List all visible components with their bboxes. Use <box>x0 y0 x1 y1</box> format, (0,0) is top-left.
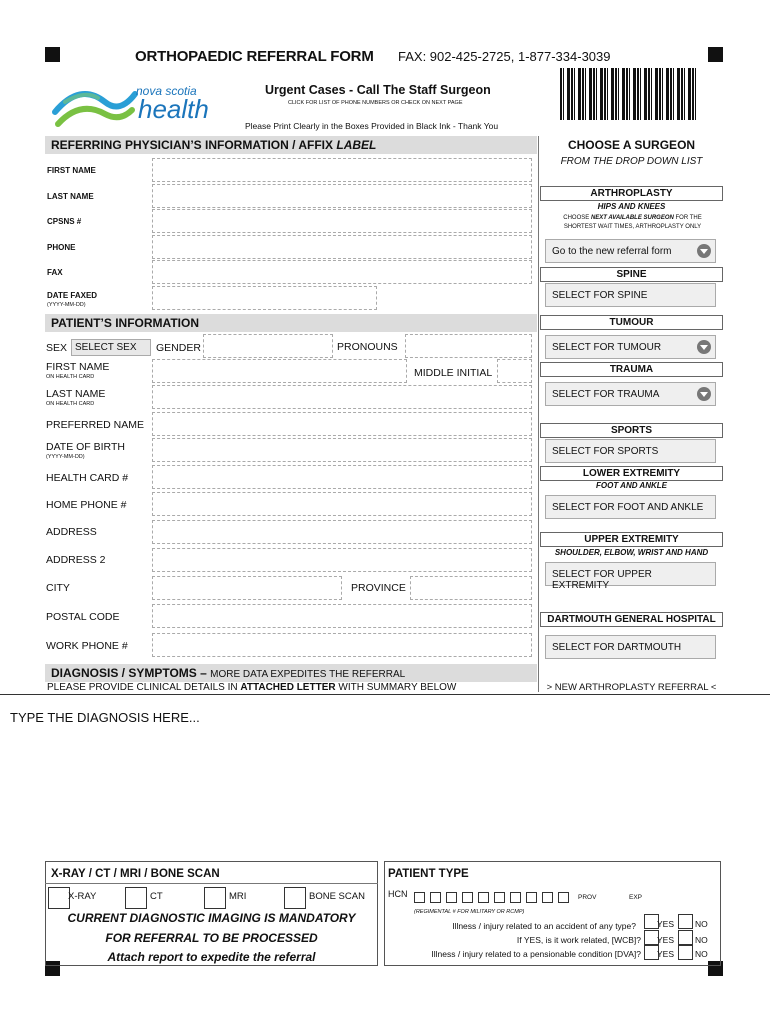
upper-extremity-select[interactable]: SELECT FOR UPPER EXTREMITY <box>545 562 716 586</box>
city-label: CITY <box>46 582 70 594</box>
divider <box>0 694 770 695</box>
imaging-attach: Attach report to expedite the referral <box>107 950 316 964</box>
mri-checkbox[interactable] <box>204 887 226 909</box>
yes-label: YES <box>657 949 675 959</box>
dva-no-checkbox[interactable] <box>678 945 693 960</box>
province-label: PROVINCE <box>351 582 406 594</box>
xray-label: X-RAY <box>68 891 97 902</box>
next-available-a: CHOOSE <box>563 215 590 221</box>
divider <box>45 883 378 884</box>
q-dva: Illness / injury related to a pensionable condition [DVA]? <box>431 949 641 959</box>
imaging-processed: FOR REFERRAL TO BE PROCESSED <box>105 931 318 945</box>
pronouns-field[interactable] <box>405 334 532 358</box>
health-card-field[interactable] <box>152 465 532 489</box>
sex-select[interactable]: SELECT SEX <box>71 339 151 356</box>
fax-numbers: FAX: 902-425-2725, 1-877-334-3039 <box>398 49 611 64</box>
middle-initial-field[interactable] <box>497 359 532 383</box>
dartmouth-heading: DARTMOUTH GENERAL HOSPITAL <box>540 612 723 627</box>
tumour-heading: TUMOUR <box>540 315 723 330</box>
upper-extremity-heading: UPPER EXTREMITY <box>540 532 723 547</box>
phys-first-name-field[interactable] <box>152 158 532 182</box>
nova-scotia-health-logo <box>50 72 220 132</box>
pt-first-name-field[interactable] <box>152 359 407 383</box>
phys-first-name-label: FIRST NAME <box>47 166 96 175</box>
diagnosis-note <box>47 682 456 693</box>
postal-code-label: POSTAL CODE <box>46 611 120 623</box>
foot-ankle-select[interactable]: SELECT FOR FOOT AND ANKLE <box>545 495 716 519</box>
phys-fax-label: FAX <box>47 268 63 277</box>
cpsns-field[interactable] <box>152 209 532 233</box>
diagnosis-section-heading <box>45 664 537 682</box>
chevron-down-icon <box>700 345 708 350</box>
health-card-label: HEALTH CARD # <box>46 472 129 484</box>
phys-phone-label: PHONE <box>47 243 76 252</box>
imaging-mandatory: CURRENT DIAGNOSTIC IMAGING IS MANDATORY <box>67 911 356 925</box>
home-phone-field[interactable] <box>152 492 532 516</box>
diagnosis-heading-text: DIAGNOSIS / SYMPTOMS – <box>51 666 207 680</box>
address2-field[interactable] <box>152 548 532 572</box>
sports-select[interactable]: SELECT FOR SPORTS <box>545 439 716 463</box>
diagnosis-placeholder: TYPE THE DIAGNOSIS HERE... <box>10 710 200 725</box>
dob-format: (YYYY-MM-DD) <box>46 454 85 460</box>
pt-first-name-label: FIRST NAME <box>46 361 110 373</box>
work-phone-field[interactable] <box>152 633 532 657</box>
regimental-note: (REGIMENTAL # FOR MILITARY OR RCMP) <box>414 909 525 915</box>
date-faxed-field[interactable] <box>152 286 377 310</box>
logo-text-top: nova scotia <box>136 84 197 98</box>
wcb-no-checkbox[interactable] <box>678 930 693 945</box>
xray-checkbox[interactable] <box>48 887 70 909</box>
prov-label: PROV <box>578 894 597 901</box>
chevron-down-icon <box>700 249 708 254</box>
q-accident: Illness / injury related to an accident of any type? <box>452 921 636 931</box>
trauma-select-value: SELECT FOR TRAUMA <box>552 389 660 400</box>
next-available-note <box>555 214 710 232</box>
no-label: NO <box>695 919 708 929</box>
no-label: NO <box>695 935 708 945</box>
bone-scan-checkbox[interactable] <box>284 887 306 909</box>
arthroplasty-select[interactable] <box>545 239 716 263</box>
date-faxed-label: DATE FAXED <box>47 291 98 300</box>
arthroplasty-heading: ARTHROPLASTY <box>540 186 723 201</box>
middle-initial-label: MIDDLE INITIAL <box>414 367 493 379</box>
pt-last-name-label: LAST NAME <box>46 388 106 400</box>
new-arthroplasty-link[interactable]: > NEW ARTHROPLASTY REFERRAL < <box>546 682 717 693</box>
gender-label: GENDER <box>156 342 201 354</box>
foot-ankle-sub: FOOT AND ANKLE <box>596 481 667 490</box>
physician-heading-label: LABEL <box>336 138 377 152</box>
home-phone-label: HOME PHONE # <box>46 499 127 511</box>
tumour-select-value: SELECT FOR TUMOUR <box>552 342 662 353</box>
postal-code-field[interactable] <box>152 604 532 628</box>
exp-label: EXP <box>629 894 643 901</box>
spine-select[interactable]: SELECT FOR SPINE <box>545 283 716 307</box>
diagnosis-note-a: PLEASE PROVIDE CLINICAL DETAILS IN <box>47 682 238 693</box>
lower-extremity-heading: LOWER EXTREMITY <box>540 466 723 481</box>
corner-marker <box>45 47 60 62</box>
form-title: ORTHOPAEDIC REFERRAL FORM <box>135 48 374 65</box>
preferred-name-field[interactable] <box>152 412 532 436</box>
tumour-select[interactable] <box>545 335 716 359</box>
logo-text-main: health <box>138 94 209 124</box>
hips-knees-sub: HIPS AND KNEES <box>597 202 666 211</box>
diagnosis-note-c: WITH SUMMARY BELOW <box>338 682 457 693</box>
address-label: ADDRESS <box>46 526 97 538</box>
diagnosis-note-b: ATTACHED LETTER <box>240 682 336 693</box>
phys-fax-field[interactable] <box>152 260 532 284</box>
phone-list-link[interactable]: CLICK FOR LIST OF PHONE NUMBERS OR CHECK ON NEXT PAGE <box>288 100 463 106</box>
pt-first-name-sub: ON HEALTH CARD <box>46 374 95 380</box>
work-phone-label: WORK PHONE # <box>46 640 128 652</box>
next-available-c: FOR THE SHORTEST WAIT TIMES, ARTHROPLASTY ONLY <box>563 215 702 230</box>
bone-scan-label: BONE SCAN <box>309 891 365 902</box>
yes-label: YES <box>657 935 675 945</box>
sex-label: SEX <box>46 342 68 354</box>
address-field[interactable] <box>152 520 532 544</box>
surgeon-sub: FROM THE DROP DOWN LIST <box>560 156 703 167</box>
hcn-boxes[interactable] <box>414 889 574 907</box>
phys-phone-field[interactable] <box>152 235 532 259</box>
next-available-b: NEXT AVAILABLE SURGEON <box>590 215 674 221</box>
pronouns-label: PRONOUNS <box>337 341 398 353</box>
pt-last-name-sub: ON HEALTH CARD <box>46 401 95 407</box>
preferred-name-label: PREFERRED NAME <box>46 419 145 431</box>
chevron-down-icon <box>700 392 708 397</box>
address2-label: ADDRESS 2 <box>46 554 106 566</box>
corner-marker <box>708 47 723 62</box>
mri-label: MRI <box>229 891 247 902</box>
barcode <box>560 68 696 120</box>
surgeon-heading: CHOOSE A SURGEON <box>567 138 696 152</box>
physician-heading-text: REFERRING PHYSICIAN’S INFORMATION / AFFIX <box>51 138 334 152</box>
ct-checkbox[interactable] <box>125 887 147 909</box>
province-field[interactable] <box>410 576 532 600</box>
q-wcb: If YES, is it work related, [WCB]? <box>516 935 641 945</box>
date-faxed-format: (YYYY-MM-DD) <box>47 302 86 308</box>
sports-heading: SPORTS <box>540 423 723 438</box>
upper-extremity-sub: SHOULDER, ELBOW, WRIST AND HAND <box>554 548 709 557</box>
dob-field[interactable] <box>152 438 532 462</box>
city-field[interactable] <box>152 576 342 600</box>
divider <box>538 136 539 692</box>
hcn-label: HCN <box>388 889 408 899</box>
dartmouth-select[interactable]: SELECT FOR DARTMOUTH <box>545 635 716 659</box>
arthroplasty-select-value: Go to the new referral form <box>552 246 672 257</box>
dob-label: DATE OF BIRTH <box>46 441 125 453</box>
urgent-note[interactable]: Urgent Cases - Call The Staff Surgeon <box>265 83 491 97</box>
accident-no-checkbox[interactable] <box>678 914 693 929</box>
yes-label: YES <box>657 919 675 929</box>
imaging-heading: X-RAY / CT / MRI / BONE SCAN <box>51 868 220 880</box>
diagnosis-heading-rest: MORE DATA EXPEDITES THE REFERRAL <box>210 669 406 680</box>
trauma-heading: TRAUMA <box>540 362 723 377</box>
gender-field[interactable] <box>203 334 333 358</box>
cpsns-label: CPSNS # <box>47 217 82 226</box>
ct-label: CT <box>150 891 163 902</box>
diagnosis-textarea[interactable] <box>0 696 770 856</box>
phys-last-name-label: LAST NAME <box>47 192 94 201</box>
patient-section-heading: PATIENT’S INFORMATION <box>45 314 537 332</box>
physician-section-heading <box>45 136 537 154</box>
patient-type-heading: PATIENT TYPE <box>388 868 469 880</box>
trauma-select[interactable] <box>545 382 716 406</box>
phys-last-name-field[interactable] <box>152 184 532 208</box>
no-label: NO <box>695 949 708 959</box>
spine-heading: SPINE <box>540 267 723 282</box>
pt-last-name-field[interactable] <box>152 385 532 409</box>
print-note: Please Print Clearly in the Boxes Provided in Black Ink - Thank You <box>245 121 499 131</box>
